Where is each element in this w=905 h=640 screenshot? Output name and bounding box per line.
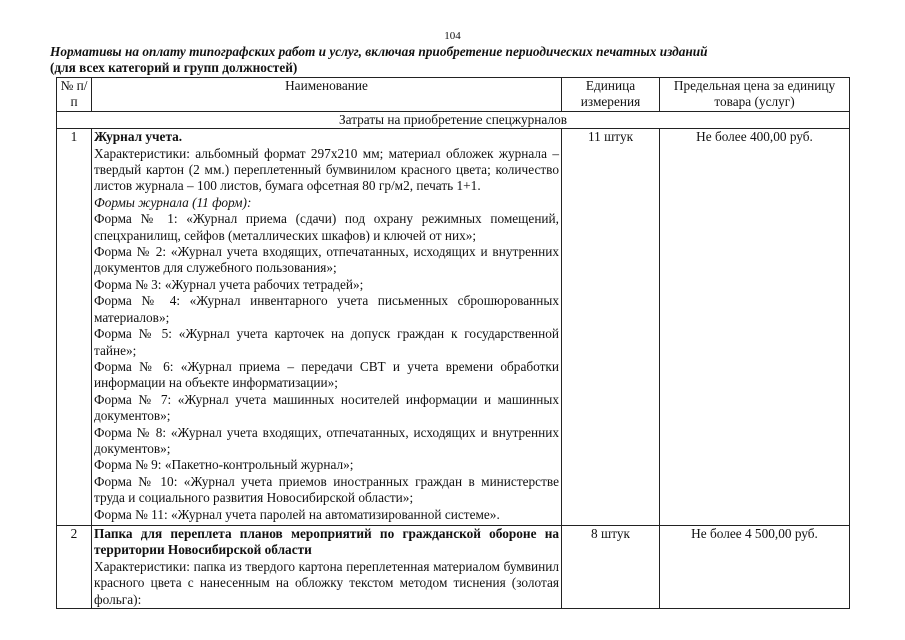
table-row — [57, 129, 850, 526]
header-num: № п/п — [57, 78, 92, 112]
form-item: Форма № 5: «Журнал учета карточек на допуск граждан к государственной тайне»; — [94, 326, 559, 358]
forms-heading: Формы журнала (11 форм): — [94, 194, 252, 210]
table-row — [57, 525, 850, 608]
table-header-row — [57, 78, 850, 112]
form-item: Форма № 9: «Пакетно-контрольный журнал»; — [94, 457, 354, 473]
row-num: 1 — [57, 129, 92, 526]
form-item: Форма № 3: «Журнал учета рабочих тетрадей»; — [94, 276, 364, 292]
form-item: Форма № 2: «Журнал учета входящих, отпечатанных, исходящих и внутренних документов для служебного пользования»; — [94, 244, 559, 276]
form-item: Форма № 10: «Журнал учета приемов иностранных граждан в министерстве труда и социального развития Новосибирской области»; — [94, 473, 559, 506]
item-title: Журнал учета. — [94, 129, 183, 145]
form-item: Форма № 6: «Журнал приема – передачи СВТ и учета времени обработки информации на объекте информатизации»; — [94, 358, 559, 391]
form-item: Форма № 4: «Журнал инвентарного учета письменных сброшюрованных материалов»; — [94, 293, 559, 325]
row-unit: 11 штук — [562, 129, 660, 526]
form-item: Форма № 7: «Журнал учета машинных носителей информации и машинных документов»; — [94, 391, 559, 424]
row-name-cell — [92, 129, 562, 526]
header-unit: Единица измерения — [562, 78, 660, 112]
document-subtitle: (для всех категорий и групп должностей) — [50, 60, 298, 75]
item-characteristics: Характеристики: альбомный формат 297х210 мм; материал обложек журнала – твердый картон (2 мм.) переплетенный бумвинилом красного цвета; количество листов журнала – 100 листов, бумага офсетная 80 гр/м2, печать 1+1. — [94, 145, 559, 194]
page-number: 104 — [444, 30, 461, 42]
row-unit: 8 штук — [562, 525, 660, 608]
row-name-cell — [92, 525, 562, 608]
section-title: Затраты на приобретение спецжурналов — [57, 111, 850, 128]
form-item: Форма № 1: «Журнал приема (сдачи) под охрану режимных помещений, спецхранилищ, сейфов (металлических шкафов) и ключей от них»; — [94, 211, 559, 243]
item-title: Папка для переплета планов мероприятий по гражданской обороне на территории Новосибирской области — [94, 525, 559, 558]
item-characteristics: Характеристики: папка из твердого картона переплетенная материалом бумвинил красного цвета с нанесенным на обложку текстом методом тиснения (золотая фольга): — [94, 558, 559, 607]
form-item: Форма № 11: «Журнал учета паролей на автоматизированной системе». — [94, 506, 500, 522]
row-price: Не более 400,00 руб. — [660, 129, 850, 526]
row-price: Не более 4 500,00 руб. — [660, 525, 850, 608]
form-item: Форма № 8: «Журнал учета входящих, отпечатанных, исходящих и внутренних документов»; — [94, 424, 559, 456]
header-price: Предельная цена за единицу товара (услуг) — [660, 78, 850, 112]
header-name: Наименование — [92, 78, 562, 112]
norms-table — [56, 77, 850, 609]
section-row — [57, 111, 850, 128]
row-num: 2 — [57, 525, 92, 608]
document-title: Нормативы на оплату типографских работ и услуг, включая приобретение периодических печатных изданий — [50, 44, 708, 59]
